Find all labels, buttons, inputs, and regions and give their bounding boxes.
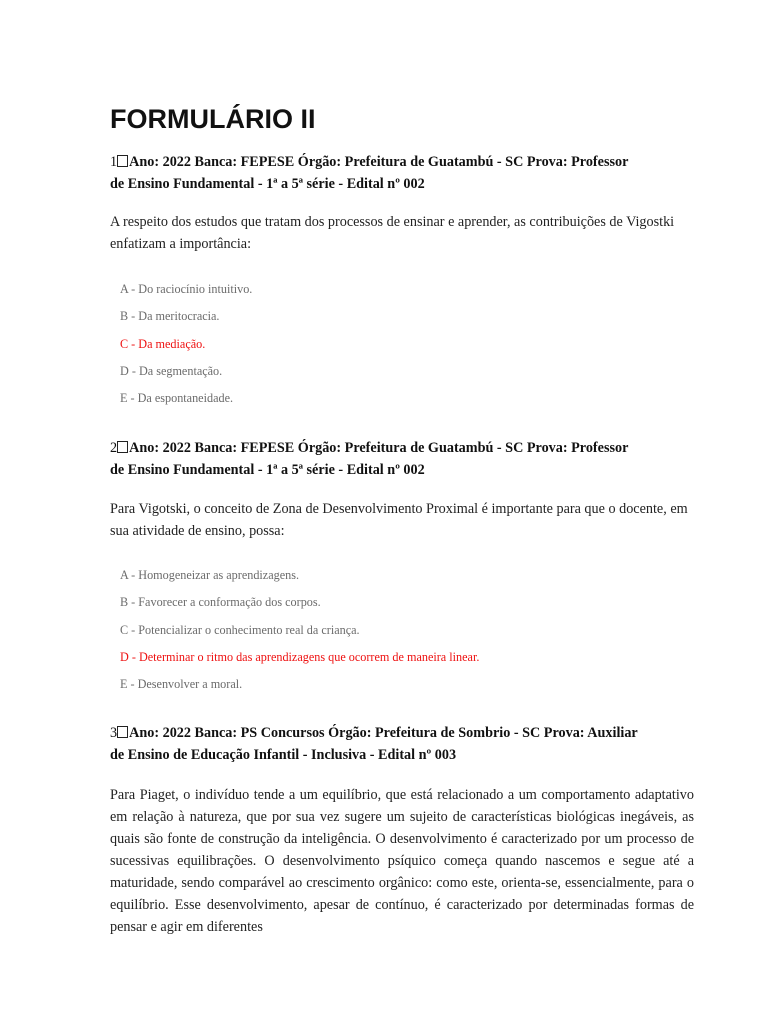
page-title: FORMULÁRIO II	[110, 104, 316, 134]
question-header-line: Ano: 2022 Banca: FEPESE Órgão: Prefeitura de Guatambú - SC Prova: Professor	[129, 440, 629, 456]
checkbox-icon	[117, 726, 128, 738]
checkbox-icon	[117, 441, 128, 453]
question-2-options	[120, 566, 479, 702]
option-b[interactable]: B - Favorecer a conformação dos corpos.	[120, 595, 321, 610]
question-header-line: Ano: 2022 Banca: FEPESE Órgão: Prefeitura de Guatambú - SC Prova: Professor	[129, 154, 629, 170]
question-header-line: de Ensino Fundamental - 1ª a 5ª série - Edital nº 002	[110, 462, 425, 478]
option-e[interactable]: E - Da espontaneidade.	[120, 391, 234, 406]
option-a[interactable]: A - Do raciocínio intuitivo.	[120, 282, 253, 296]
option-c-correct[interactable]: C - Da mediação.	[120, 336, 206, 351]
question-number: 1	[110, 154, 118, 170]
question-3-header	[110, 722, 690, 766]
question-1-options	[120, 280, 252, 416]
question-number: 2	[110, 440, 118, 456]
question-header-line: Ano: 2022 Banca: PS Concursos Órgão: Prefeitura de Sombrio - SC Prova: Auxiliar	[129, 725, 638, 741]
question-3-text: Para Piaget, o indivíduo tende a um equilíbrio, que está relacionado a um comportamento adaptativo em relação à natureza, que por sua vez sugere um sujeito de características biológicas inegáveis, as quais são fonte de construção da inteligência. O desenvolvimento é caracterizado por um processo de sucessivas equilibrações. O desenvolvimento psíquico começa quando nascemos e segue até a maturidade, sendo comparável ao crescimento orgânico: como este, orienta-se, essencialmente, para o equilíbrio. Esse desenvolvimento, apesar de contínuo, é caracterizado por determinadas formas de pensar e agir em diferentes	[110, 787, 694, 935]
question-header-line: de Ensino de Educação Infantil - Inclusiva - Edital nº 003	[110, 747, 457, 763]
option-d[interactable]: D - Da segmentação.	[120, 363, 223, 378]
checkbox-icon	[117, 155, 128, 167]
question-header-line: de Ensino Fundamental - 1ª a 5ª série - Edital nº 002	[110, 176, 425, 192]
question-number: 3	[110, 725, 118, 741]
option-b[interactable]: B - Da meritocracia.	[120, 309, 220, 324]
option-d-correct[interactable]: D - Determinar o ritmo das aprendizagens que ocorrem de maneira linear.	[120, 649, 480, 664]
option-e[interactable]: E - Desenvolver a moral.	[120, 677, 243, 692]
question-2-header	[110, 437, 690, 481]
option-a[interactable]: A - Homogeneizar as aprendizagens.	[120, 568, 300, 582]
option-c[interactable]: C - Potencializar o conhecimento real da criança.	[120, 622, 360, 637]
question-1-text: A respeito dos estudos que tratam dos processos de ensinar e aprender, as contribuições de Vigostki enfatizam a importância:	[110, 214, 675, 252]
question-1-header	[110, 151, 690, 195]
question-2-text: Para Vigotski, o conceito de Zona de Desenvolvimento Proximal é importante para que o docente, em sua atividade de ensino, possa:	[110, 501, 688, 539]
